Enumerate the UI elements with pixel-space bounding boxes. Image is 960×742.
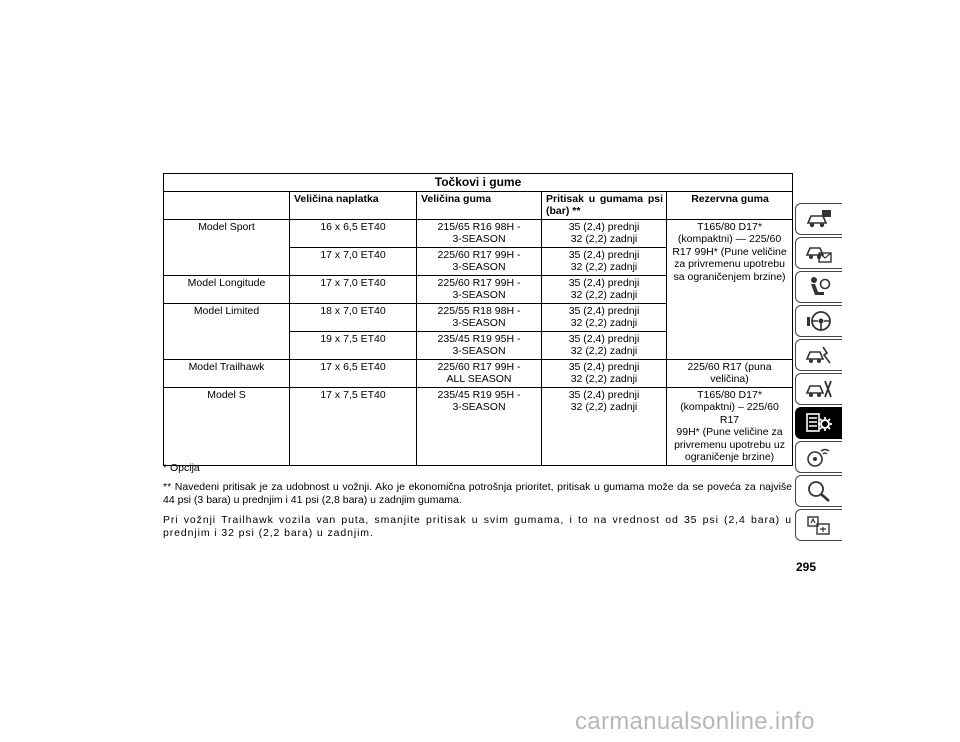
tab-starting[interactable] — [795, 305, 842, 337]
footnote-option: * Opcija — [163, 462, 200, 474]
car-crash-icon — [805, 343, 833, 367]
cell-model: Model Longitude — [164, 275, 290, 303]
cell-model: Model Trailhawk — [164, 359, 290, 387]
cell-pressure: 35 (2,4) prednji 32 (2,2) zadnji — [542, 275, 667, 303]
car-message-icon — [805, 241, 833, 265]
note-trailhawk: Pri vožnji Trailhawk vozila van puta, smanjite pritisak u svim gumama, i to na vrednost od 35 psi (2,4 bara) u prednjim i 32 psi (2,2 bara) u zadnjim. — [163, 514, 792, 539]
page-number: 295 — [796, 560, 817, 574]
tab-specifications[interactable] — [795, 407, 842, 439]
cell-pressure: 35 (2,4) prednji 32 (2,2) zadnji — [542, 303, 667, 331]
cell-rim: 18 x 7,0 ET40 — [290, 303, 417, 331]
table-row — [164, 219, 793, 247]
cell-model: Model S — [164, 387, 290, 465]
cell-pressure: 35 (2,4) prednji 32 (2,2) zadnji — [542, 219, 667, 247]
cell-pressure: 35 (2,4) prednji 32 (2,2) zadnji — [542, 359, 667, 387]
header-spare-tire: Rezervna guma — [667, 191, 793, 219]
table-row — [164, 359, 793, 387]
tab-index[interactable] — [795, 475, 842, 507]
table-title: Točkovi i gume — [164, 174, 793, 192]
table-row — [164, 387, 793, 465]
tab-language[interactable] — [795, 509, 842, 541]
cell-rim: 17 x 6,5 ET40 — [290, 359, 417, 387]
cell-model — [164, 247, 290, 275]
watermark: carmanualsonline.info — [575, 708, 815, 735]
tab-emergency[interactable] — [795, 339, 842, 371]
tab-messages[interactable] — [795, 237, 842, 269]
cell-model — [164, 331, 290, 359]
cell-spare-tire: 225/60 R17 (puna veličina) — [667, 359, 793, 387]
car-tools-icon — [805, 377, 833, 401]
cell-spare-tire: T165/80 D17* (kompaktni) — 225/60 R17 99H* (Pune veličine za privremenu upotrebu sa ograničenjem brzine) — [667, 219, 793, 359]
cell-rim: 19 x 7,5 ET40 — [290, 331, 417, 359]
cell-tire: 225/60 R17 99H - ALL SEASON — [417, 359, 542, 387]
cell-tire: 225/60 R17 99H - 3-SEASON — [417, 275, 542, 303]
footnote-pressure: ** Navedeni pritisak je za udobnost u vožnji. Ako je ekonomična potrošnja prioritet, pritisak u gumama može da se poveća za najviše 44 psi (3 bara) u prednjim i 41 psi (2,8 bara) u zadnjim gumama. — [163, 481, 792, 506]
airbag-seat-icon — [805, 275, 833, 299]
cell-tire: 235/45 R19 95H - 3-SEASON — [417, 387, 542, 465]
cell-tire: 225/60 R17 99H - 3-SEASON — [417, 247, 542, 275]
cell-tire: 235/45 R19 95H - 3-SEASON — [417, 331, 542, 359]
cell-pressure: 35 (2,4) prednji 32 (2,2) zadnji — [542, 331, 667, 359]
cell-tire: 225/55 R18 98H - 3-SEASON — [417, 303, 542, 331]
cell-rim: 17 x 7,0 ET40 — [290, 247, 417, 275]
cell-model: Model Limited — [164, 303, 290, 331]
search-magnifier-icon — [805, 479, 833, 503]
tab-servicing[interactable] — [795, 373, 842, 405]
cell-tire: 215/65 R16 98H - 3-SEASON — [417, 219, 542, 247]
cell-pressure: 35 (2,4) prednji 32 (2,2) zadnji — [542, 247, 667, 275]
header-rim-size: Veličina naplatka — [290, 191, 417, 219]
cell-spare-tire: T165/80 D17* (kompaktni) – 225/60 R17 99H* (Pune veličine za privremenu upotrebu uz ograničenje brzine) — [667, 387, 793, 465]
tab-multimedia[interactable] — [795, 441, 842, 473]
tab-dashboard[interactable] — [795, 203, 842, 235]
cell-pressure: 35 (2,4) prednji 32 (2,2) zadnji — [542, 387, 667, 465]
header-tire-size: Veličina guma — [417, 191, 542, 219]
cell-rim: 16 x 6,5 ET40 — [290, 219, 417, 247]
language-index-icon — [805, 513, 833, 537]
specifications-gear-icon — [805, 411, 833, 435]
tab-safety[interactable] — [795, 271, 842, 303]
wheels-tires-table — [163, 173, 793, 466]
car-dashboard-icon — [805, 207, 833, 231]
steering-wheel-icon — [805, 309, 833, 333]
cell-model: Model Sport — [164, 219, 290, 247]
header-pressure: Pritisak u gumama psi (bar) ** — [542, 191, 667, 219]
header-model — [164, 191, 290, 219]
cell-rim: 17 x 7,0 ET40 — [290, 275, 417, 303]
multimedia-icon — [805, 445, 833, 469]
cell-rim: 17 x 7,5 ET40 — [290, 387, 417, 465]
